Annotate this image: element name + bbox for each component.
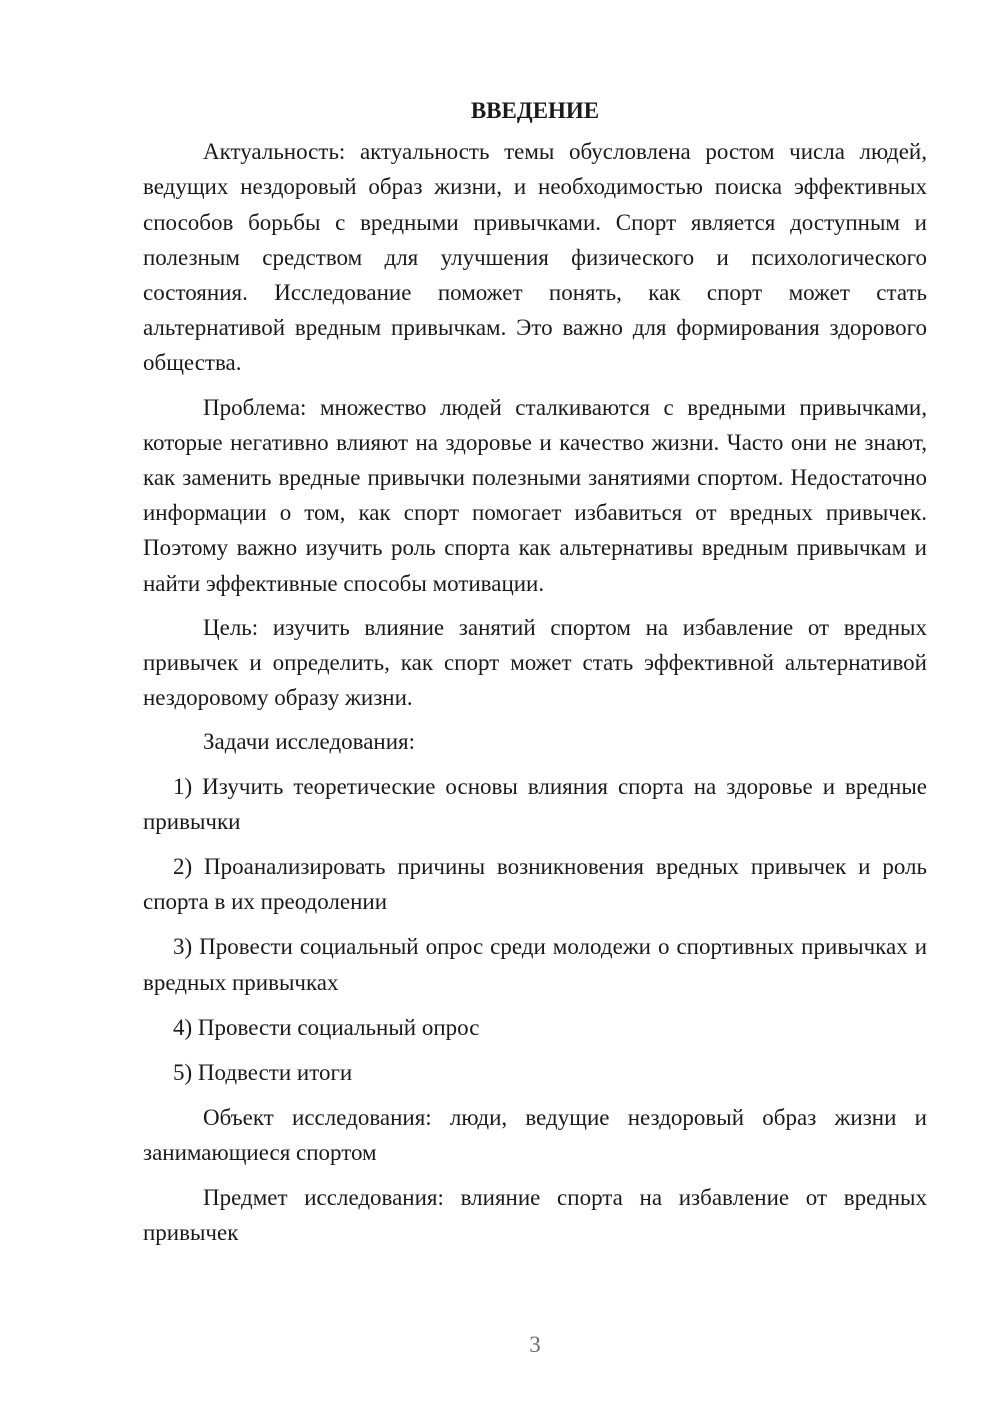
paragraph-relevance: Актуальность: актуальность темы обусловлена ростом числа людей, ведущих нездоровый образ жизни, и необходимостью поиска эффективных способов борьбы с вредными привычками. Спорт является доступным и полезным средством для улучшения физического и психологического состояния. Исследование поможет понять, как спорт может стать альтернативой вредным привычкам. Это важно для формирования здорового общества.	[143, 139, 927, 376]
paragraph-tasks-heading: Задачи исследования:	[203, 729, 416, 755]
section-title: ВВЕДЕНИЕ	[470, 98, 600, 123]
paragraph-object: Объект исследования: люди, ведущие нездоровый образ жизни и занимающиеся спортом	[143, 1105, 927, 1166]
page-content	[143, 93, 927, 1259]
page-number: 3	[529, 1332, 541, 1357]
task-item: 3) Провести социальный опрос среди молодежи о спортивных привычках и вредных привычках	[143, 934, 927, 995]
task-item: 5) Подвести итоги	[173, 1060, 353, 1086]
paragraph-subject: Предмет исследования: влияние спорта на избавление от вредных привычек	[143, 1184, 927, 1245]
paragraph-problem: Проблема: множество людей сталкиваются с вредными привычками, которые негативно влияют на здоровье и качество жизни. Часто они не знают, как заменить вредные привычки полезными занятиями спортом. Недостаточно информации о том, как спорт помогает избавиться от вредных привычек. Поэтому важно изучить роль спорта как альтернативы вредным привычкам и найти эффективные способы мотивации.	[143, 394, 927, 596]
task-item: 1) Изучить теоретические основы влияния спорта на здоровье и вредные привычки	[143, 773, 927, 834]
task-item: 2) Проанализировать причины возникновения вредных привычек и роль спорта в их преодолении	[143, 854, 927, 915]
task-item: 4) Провести социальный опрос	[173, 1014, 480, 1040]
paragraph-goal: Цель: изучить влияние занятий спортом на избавление от вредных привычек и определить, как спорт может стать эффективной альтернативой нездоровому образу жизни.	[143, 614, 927, 711]
